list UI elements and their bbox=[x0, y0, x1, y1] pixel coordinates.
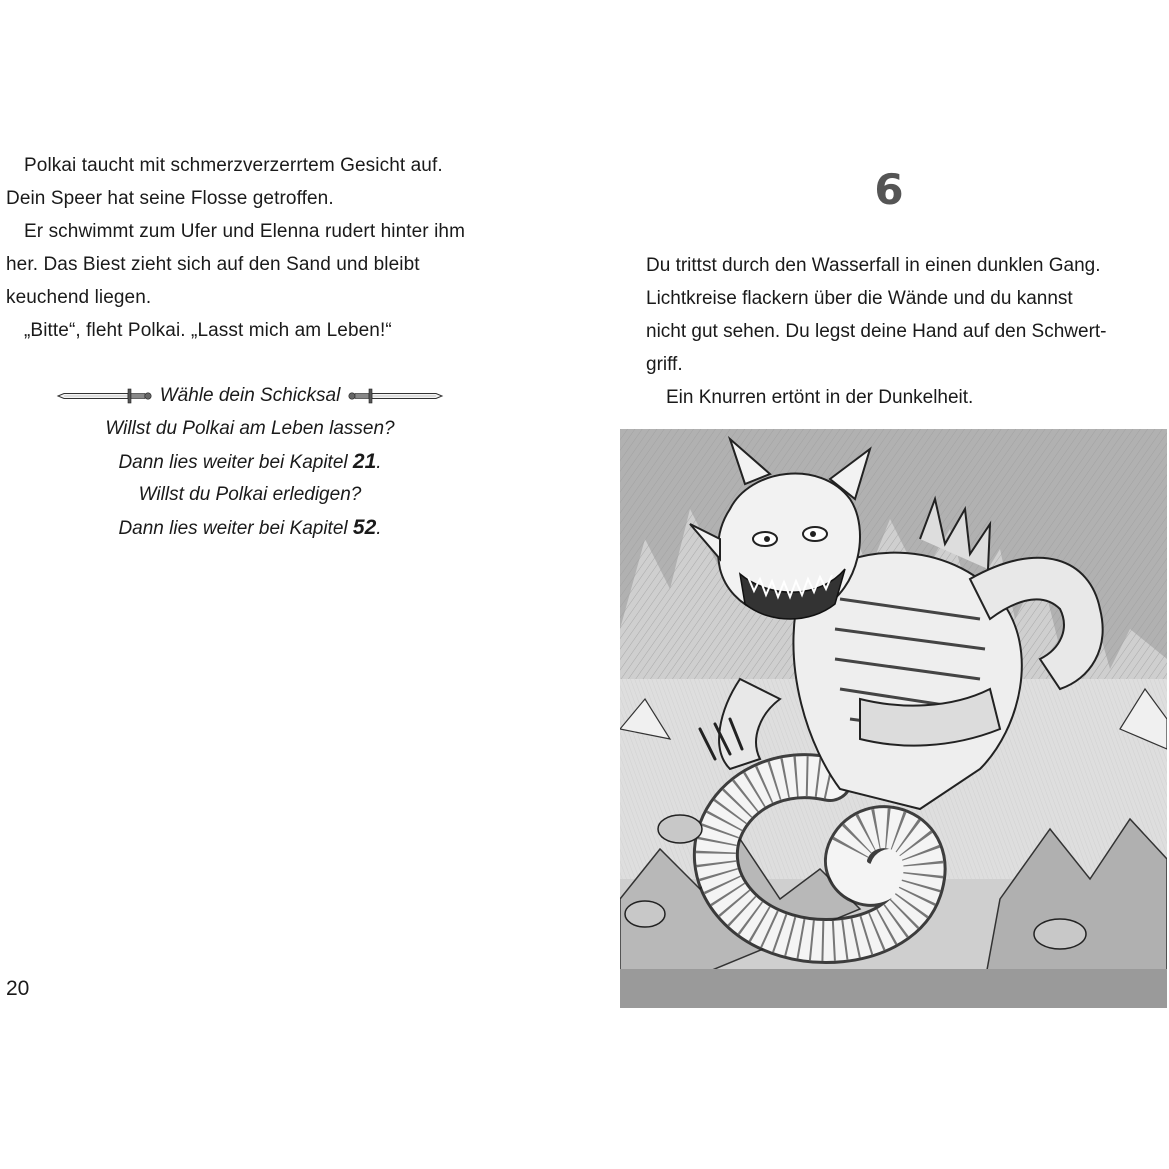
left-page bbox=[0, 0, 560, 1169]
paragraph-line: griff. bbox=[646, 354, 683, 375]
choice-option2-prefix: Dann lies weiter bei Kapitel bbox=[118, 518, 353, 539]
dagger-left-icon bbox=[56, 388, 154, 404]
sea-monster-illustration bbox=[620, 429, 1167, 1008]
paragraph-line: nicht gut sehen. Du legst deine Hand auf den Schwert- bbox=[646, 321, 1107, 342]
choice-option1-question: Willst du Polkai am Leben lassen? bbox=[105, 418, 395, 439]
choice-option1-instruction bbox=[30, 445, 470, 479]
choice-period: . bbox=[376, 452, 382, 473]
paragraph-line: Lichtkreise flackern über die Wände und du kannst bbox=[646, 288, 1073, 309]
paragraph-line: Du trittst durch den Wasserfall in einen dunklen Gang. bbox=[646, 255, 1101, 276]
choice-option1-chapter: 21 bbox=[352, 450, 377, 473]
choice-heading: Wähle dein Schicksal bbox=[159, 385, 341, 406]
dagger-right-icon bbox=[346, 388, 444, 404]
chapter-number: 6 bbox=[874, 165, 904, 214]
choice-option2-question: Willst du Polkai erledigen? bbox=[138, 484, 362, 505]
paragraph-line: Er schwimmt zum Ufer und Elenna rudert hinter ihm bbox=[24, 221, 465, 242]
paragraph-line: her. Das Biest zieht sich auf den Sand und bleibt bbox=[6, 254, 420, 275]
paragraph-line: Polkai taucht mit schmerzverzerrtem Gesicht auf. bbox=[24, 155, 443, 176]
paragraph-line: „Bitte“, fleht Polkai. „Lasst mich am Leben!“ bbox=[24, 320, 392, 341]
right-page bbox=[584, 0, 1169, 1169]
choice-option2-instruction bbox=[30, 511, 470, 545]
choice-heading-row bbox=[30, 379, 470, 412]
paragraph-line: Dein Speer hat seine Flosse getroffen. bbox=[6, 188, 334, 209]
paragraph-line: keuchend liegen. bbox=[6, 287, 152, 308]
page-number: 20 bbox=[6, 977, 30, 1000]
choice-option1-prefix: Dann lies weiter bei Kapitel bbox=[118, 452, 353, 473]
paragraph-line: Ein Knurren ertönt in der Dunkelheit. bbox=[666, 387, 974, 408]
choice-period: . bbox=[376, 518, 382, 539]
choice-option2-chapter: 52 bbox=[352, 516, 377, 539]
